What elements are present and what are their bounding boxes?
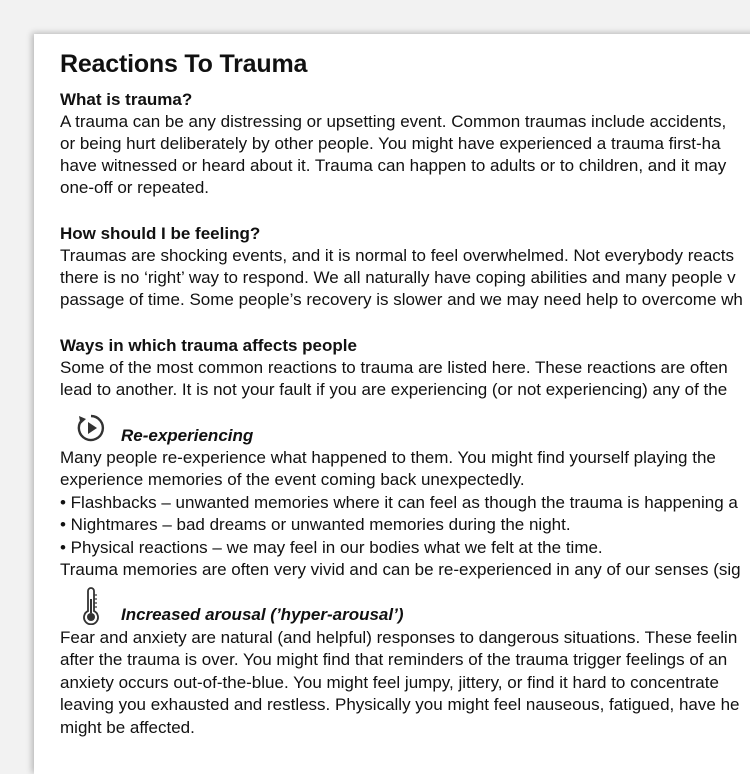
paragraph-line: Some of the most common reactions to trauma are listed here. These reactions are often	[60, 358, 728, 377]
paragraph-line: passage of time. Some people’s recovery is slower and we may need help to overcome wh	[60, 290, 743, 309]
subheading-re-experiencing: Re-experiencing	[121, 426, 254, 445]
section-heading-ways-trauma-affects: Ways in which trauma affects people	[60, 336, 357, 355]
document-page	[34, 34, 750, 774]
paragraph-line: there is no ‘right’ way to respond. We all naturally have coping abilities and many people v	[60, 268, 736, 287]
paragraph-line: leaving you exhausted and restless. Physically you might feel nauseous, fatigued, have he	[60, 695, 740, 714]
bullet-item: • Nightmares – bad dreams or unwanted memories during the night.	[60, 515, 571, 534]
section-heading-what-is-trauma: What is trauma?	[60, 90, 193, 109]
paragraph-line: Many people re-experience what happened to them. You might find yourself playing the	[60, 448, 716, 467]
paragraph-line: after the trauma is over. You might find that reminders of the trauma trigger feelings of an	[60, 650, 728, 669]
paragraph-line: A trauma can be any distressing or upsetting event. Common traumas include accidents,	[60, 112, 727, 131]
subheading-increased-arousal: Increased arousal (’hyper-arousal’)	[121, 605, 404, 624]
paragraph-line: one-off or repeated.	[60, 178, 210, 197]
paragraph-line: might be affected.	[60, 718, 195, 737]
page-title: Reactions To Trauma	[60, 50, 308, 78]
replay-icon	[75, 412, 107, 444]
paragraph-line: have witnessed or heard about it. Trauma can happen to adults or to children, and it may	[60, 156, 727, 175]
paragraph-line: anxiety occurs out-of-the-blue. You might feel jumpy, jittery, or find it hard to concentrate	[60, 673, 719, 692]
bullet-item: • Physical reactions – we may feel in our bodies what we felt at the time.	[60, 538, 603, 557]
paragraph-line: Fear and anxiety are natural (and helpful) responses to dangerous situations. These feelin	[60, 628, 738, 647]
thermometer-icon	[81, 587, 101, 625]
section-heading-how-should-i-be-feeling: How should I be feeling?	[60, 224, 261, 243]
bullet-item: • Flashbacks – unwanted memories where it can feel as though the trauma is happening a	[60, 493, 738, 512]
paragraph-line: Trauma memories are often very vivid and can be re-experienced in any of our senses (sig	[60, 560, 741, 579]
paragraph-line: or being hurt deliberately by other people. You might have experienced a trauma first-ha	[60, 134, 721, 153]
paragraph-line: experience memories of the event coming back unexpectedly.	[60, 470, 525, 489]
paragraph-line: Traumas are shocking events, and it is normal to feel overwhelmed. Not everybody reacts	[60, 246, 735, 265]
paragraph-line: lead to another. It is not your fault if you are experiencing (or not experiencing) any of the	[60, 380, 728, 399]
